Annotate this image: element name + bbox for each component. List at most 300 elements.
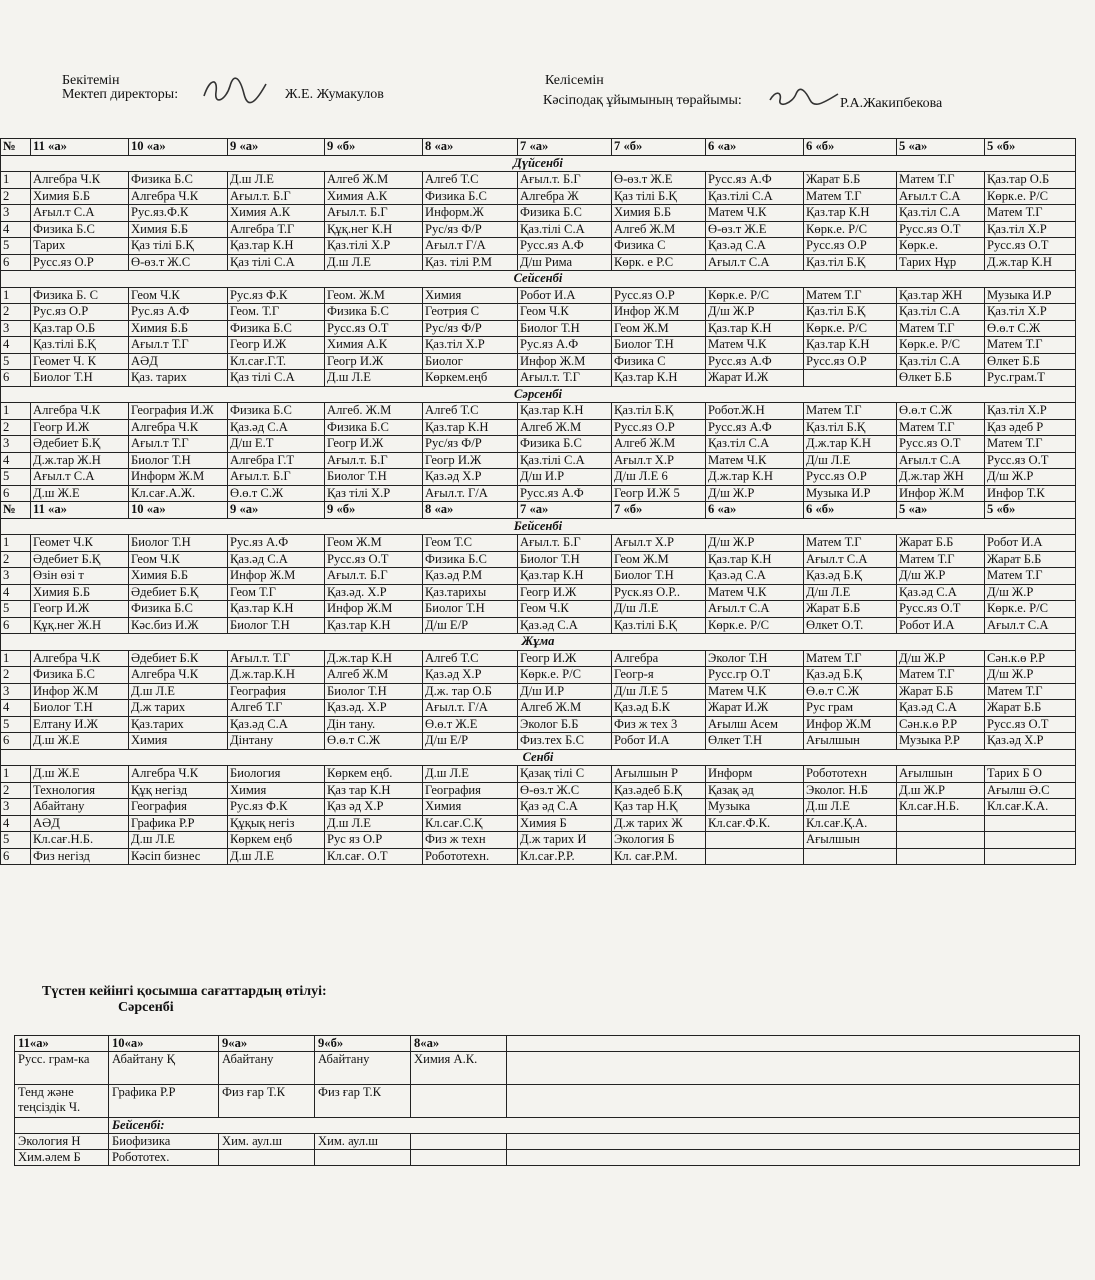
lesson-cell: Музыка Р.Р xyxy=(897,733,985,750)
lesson-cell: Ағыл.т С.А xyxy=(706,601,804,618)
lesson-cell: Д/ш Л.Е 5 xyxy=(612,683,706,700)
lesson-cell: Матем Т.Г xyxy=(804,535,897,552)
extra-cell: Экология Н xyxy=(15,1134,109,1150)
lesson-cell: Қаз.тілі С.А xyxy=(706,188,804,205)
lesson-cell: Қаз.тіл Б.Қ xyxy=(612,403,706,420)
extra-day-wednesday: Сәрсенбі xyxy=(118,1000,174,1015)
schedule-header-row xyxy=(1,139,1076,156)
lesson-cell: Қаз.тілі С.А xyxy=(518,452,612,469)
lesson-cell: Д/ш И.Р xyxy=(518,469,612,486)
class-header: 7 «а» xyxy=(518,139,612,156)
lesson-cell: Ағыл.т. Т.Г xyxy=(518,370,612,387)
lesson-cell: Қаз әд Х.Р xyxy=(325,799,423,816)
lesson-cell: Химия А.К xyxy=(325,188,423,205)
lesson-cell: Қаз тілі Х.Р xyxy=(325,485,423,502)
lesson-cell: Химия Б.Б xyxy=(31,188,129,205)
lesson-cell: Қаз тілі С.А xyxy=(228,370,325,387)
lesson-cell: Өзін өзі т xyxy=(31,568,129,585)
class-header: 11 «а» xyxy=(31,139,129,156)
class-header: 9 «а» xyxy=(228,139,325,156)
lesson-cell: Көркем еңб xyxy=(228,832,325,849)
lesson-cell: Биолог Т.Н xyxy=(129,452,228,469)
lesson-row xyxy=(1,370,1076,387)
lesson-cell: Д.ш Л.Е xyxy=(129,832,228,849)
lesson-cell: Қаз.әд С.А xyxy=(228,419,325,436)
lesson-cell: Д/ш Ж.Р xyxy=(706,304,804,321)
lesson-cell: Ө.ө.т С.Ж xyxy=(325,733,423,750)
lesson-cell: Қазақ әд xyxy=(706,782,804,799)
day-row xyxy=(1,749,1076,766)
lesson-cell: Ағылшын Р xyxy=(612,766,706,783)
lesson-cell: Қаз тілі Б.Қ xyxy=(612,188,706,205)
lesson-cell: Д.ж. тар О.Б xyxy=(423,683,518,700)
lesson-number: 2 xyxy=(1,782,31,799)
lesson-row xyxy=(1,320,1076,337)
lesson-cell: Геогр И.Ж xyxy=(325,436,423,453)
class-header: 5 «б» xyxy=(985,139,1076,156)
lesson-row xyxy=(1,353,1076,370)
lesson-cell: Көркем еңб. xyxy=(325,766,423,783)
lesson-cell: Қаз.тар К.Н xyxy=(706,320,804,337)
lesson-cell: Русс.яз А.Ф xyxy=(706,353,804,370)
lesson-cell: Көрк.е. Р/С xyxy=(706,287,804,304)
lesson-cell: Биолог Т.Н xyxy=(31,700,129,717)
lesson-cell xyxy=(897,848,985,865)
lesson-cell: Өлкет О.Т. xyxy=(804,617,897,634)
lesson-cell: Ағыл.т. Б.Г xyxy=(518,172,612,189)
lesson-row xyxy=(1,535,1076,552)
lesson-cell: Экология Б xyxy=(612,832,706,849)
lesson-cell: Биолог Т.Н xyxy=(31,370,129,387)
lesson-row xyxy=(1,238,1076,255)
schedule-table xyxy=(0,138,1076,865)
lesson-cell: Д/ш Л.Е 6 xyxy=(612,469,706,486)
lesson-cell: Физика Б.С xyxy=(325,419,423,436)
lesson-number: 1 xyxy=(1,172,31,189)
lesson-cell: Ө.ө.т С.Ж xyxy=(985,320,1076,337)
union-label: Кәсіподақ ұйымының төрайымы: xyxy=(543,93,742,108)
lesson-cell: Д/ш Ж.Р xyxy=(706,485,804,502)
lesson-cell: Русс.яз О.Р xyxy=(31,254,129,271)
lesson-cell: Химия xyxy=(423,799,518,816)
lesson-cell: Жарат Б.Б xyxy=(804,172,897,189)
lesson-number: 2 xyxy=(1,667,31,684)
day-name: Сенбі xyxy=(1,749,1076,766)
lesson-cell: Қаз.әдеб Б.Қ xyxy=(612,782,706,799)
lesson-cell: Ағыл.т Х.Р xyxy=(612,535,706,552)
lesson-cell: Ағыл.т Т.Г xyxy=(129,337,228,354)
lesson-cell: Тарих Нұр xyxy=(897,254,985,271)
lesson-row xyxy=(1,254,1076,271)
lesson-cell: АӘД xyxy=(129,353,228,370)
lesson-cell: Сән.к.ө Р.Р xyxy=(897,716,985,733)
lesson-cell: Химия Б xyxy=(518,815,612,832)
lesson-cell: Русс.яз О.Р xyxy=(612,419,706,436)
lesson-cell: Қаз.тіл Б.Қ xyxy=(804,254,897,271)
lesson-cell: Қаз.тар К.Н xyxy=(612,370,706,387)
lesson-cell: Ө-өз.т Ж.С xyxy=(518,782,612,799)
lesson-cell: Алгебра Т.Г xyxy=(228,221,325,238)
extra-cell: Графика Р.Р xyxy=(109,1085,219,1118)
lesson-cell: Д.ш Ж.Р xyxy=(897,782,985,799)
lesson-cell: Геом Т.Г xyxy=(228,584,325,601)
lesson-number: 4 xyxy=(1,452,31,469)
lesson-cell: Д.ж.тар Ж.Н xyxy=(31,452,129,469)
lesson-cell: Химия А.К xyxy=(325,337,423,354)
lesson-cell: Робототехн. xyxy=(423,848,518,865)
lesson-cell: Д/ш Л.Е xyxy=(804,584,897,601)
class-header: 8 «а» xyxy=(423,502,518,519)
lesson-number: 5 xyxy=(1,601,31,618)
lesson-cell: Биолог Т.Н xyxy=(129,535,228,552)
lesson-cell: Ағыл.т С.А xyxy=(31,205,129,222)
lesson-cell: Ағыл.т. Г/А xyxy=(423,485,518,502)
lesson-number: 3 xyxy=(1,568,31,585)
lesson-cell: Алгебра Ч.К xyxy=(31,172,129,189)
extra-cell: Физ ғар Т.К xyxy=(219,1085,315,1118)
lesson-cell: Әдебиет Б.К xyxy=(129,650,228,667)
lesson-number: 3 xyxy=(1,799,31,816)
lesson-cell: Ө.ө.т С.Ж xyxy=(897,403,985,420)
lesson-cell: Матем Т.Г xyxy=(804,650,897,667)
lesson-cell: Қаз.әд Р.М xyxy=(423,568,518,585)
lesson-cell: Тарих Б О xyxy=(985,766,1076,783)
lesson-number: 1 xyxy=(1,766,31,783)
lesson-cell: Қаз тілі С.А xyxy=(228,254,325,271)
lesson-cell: Д/ш Ж.Р xyxy=(897,650,985,667)
lesson-cell: Матем Т.Г xyxy=(897,667,985,684)
lesson-cell xyxy=(706,832,804,849)
approve-label: Бекітемін xyxy=(62,73,120,88)
lesson-cell: Кл.сағ.Н.Б. xyxy=(897,799,985,816)
lesson-cell: Рус грам xyxy=(804,700,897,717)
lesson-cell: География xyxy=(423,782,518,799)
lesson-cell: Геомет Ч.К xyxy=(31,535,129,552)
lesson-cell: Сән.к.ө Р.Р xyxy=(985,650,1076,667)
lesson-cell: Ағыл.т Т.Г xyxy=(129,436,228,453)
lesson-cell: Эколог Б.Б xyxy=(518,716,612,733)
lesson-cell: Ағыл.т. Б.Г xyxy=(228,469,325,486)
extra-blank xyxy=(507,1085,1080,1118)
extra-cell: Хим.әлем Б xyxy=(15,1150,109,1166)
lesson-cell: Алгебра Ч.К xyxy=(129,419,228,436)
lesson-cell: Русс.яз А.Ф xyxy=(518,485,612,502)
lesson-cell: Құқ.нег Ж.Н xyxy=(31,617,129,634)
lesson-cell: Матем Т.Г xyxy=(804,287,897,304)
lesson-cell: Қаз әдеб Р xyxy=(985,419,1076,436)
day-name: Дүйсенбі xyxy=(1,155,1076,172)
extra-title: Түстен кейінгі қосымша сағаттардың өтілуі: xyxy=(42,984,327,999)
class-header: 7 «б» xyxy=(612,139,706,156)
lesson-cell: Руск.яз О.Р.. xyxy=(612,584,706,601)
lesson-cell: Д.ж тарих xyxy=(129,700,228,717)
lesson-cell: Жарат Б.Б xyxy=(985,700,1076,717)
lesson-cell: Д/ш Е/Р xyxy=(423,733,518,750)
day-name: Сейсенбі xyxy=(1,271,1076,288)
lesson-cell: Д.ж.тар ЖН xyxy=(897,469,985,486)
lesson-cell: Елтану И.Ж xyxy=(31,716,129,733)
lesson-cell: Информ Ж.М xyxy=(129,469,228,486)
lesson-number: 4 xyxy=(1,584,31,601)
lesson-cell: Қаз тар Н.Қ xyxy=(612,799,706,816)
lesson-row xyxy=(1,205,1076,222)
lesson-cell: Д/ш Ж.Р xyxy=(985,469,1076,486)
lesson-cell: Кәсіп бизнес xyxy=(129,848,228,865)
lesson-number: 1 xyxy=(1,535,31,552)
lesson-cell: Қаз.тар К.Н xyxy=(706,551,804,568)
lesson-row xyxy=(1,584,1076,601)
lesson-cell: Қаз.тар К.Н xyxy=(228,238,325,255)
lesson-cell: Қаз.тіл С.А xyxy=(897,304,985,321)
lesson-number: 5 xyxy=(1,353,31,370)
lesson-cell: Ағылшын xyxy=(897,766,985,783)
lesson-row xyxy=(1,485,1076,502)
lesson-cell: Физика Б.С xyxy=(31,221,129,238)
lesson-cell: Д.ш Л.Е xyxy=(228,848,325,865)
lesson-cell: Ағыл.т Г/А xyxy=(423,238,518,255)
lesson-cell: Биология xyxy=(228,766,325,783)
lesson-cell: Көрк.е. xyxy=(897,238,985,255)
lesson-cell: Д.ш Л.Е xyxy=(129,683,228,700)
day-row xyxy=(1,634,1076,651)
lesson-cell: Геом Ч.К xyxy=(518,304,612,321)
extra-cell: Биофизика xyxy=(109,1134,219,1150)
lesson-cell: Русс.яз О.Т xyxy=(985,452,1076,469)
lesson-cell: Эколог Т.Н xyxy=(706,650,804,667)
lesson-cell: Геом. Т.Г xyxy=(228,304,325,321)
class-header: 10 «а» xyxy=(129,139,228,156)
lesson-number: 5 xyxy=(1,716,31,733)
lesson-cell: Информ xyxy=(706,766,804,783)
lesson-cell: Қаз.әд Б.Қ xyxy=(804,667,897,684)
lesson-cell: Қаз.әд С.А xyxy=(897,700,985,717)
lesson-cell: Қаз.тар К.Н xyxy=(518,568,612,585)
lesson-cell: Қаз.тар К.Н xyxy=(325,617,423,634)
lesson-cell: Геогр И.Ж xyxy=(325,353,423,370)
lesson-cell: Алгеб Т.С xyxy=(423,403,518,420)
lesson-row xyxy=(1,568,1076,585)
lesson-cell: Алгебра Г.Т xyxy=(228,452,325,469)
extra-class-header: 9«а» xyxy=(219,1036,315,1052)
lesson-cell: Инфор Ж.М xyxy=(612,304,706,321)
lesson-row xyxy=(1,188,1076,205)
lesson-cell: Д.ж.тар К.Н xyxy=(325,650,423,667)
lesson-cell: Геом Ч.К xyxy=(518,601,612,618)
lesson-number: 4 xyxy=(1,221,31,238)
lesson-cell: Ағылш Ә.С xyxy=(985,782,1076,799)
lesson-cell: Матем Т.Г xyxy=(897,419,985,436)
lesson-cell: Матем Т.Г xyxy=(804,403,897,420)
lesson-cell: Қаз.әд С.А xyxy=(897,584,985,601)
lesson-cell: Қаз.әд С.А xyxy=(228,716,325,733)
lesson-number: 4 xyxy=(1,337,31,354)
lesson-cell: Көрк.е. Р/С xyxy=(706,617,804,634)
lesson-cell: Д.ж.тар К.Н xyxy=(706,469,804,486)
lesson-row xyxy=(1,419,1076,436)
director-label: Мектеп директоры: xyxy=(62,87,179,102)
lesson-cell: Қаз.тіл С.А xyxy=(897,205,985,222)
lesson-row xyxy=(1,733,1076,750)
extra-cell xyxy=(411,1150,507,1166)
lesson-cell: Қаз.тілі Б.Қ xyxy=(612,617,706,634)
lesson-cell: Кл.сағ.Ф.К. xyxy=(706,815,804,832)
lesson-cell: Робототехн xyxy=(804,766,897,783)
lesson-cell: Рус яз О.Р xyxy=(325,832,423,849)
lesson-cell: Әдебиет Б.Қ xyxy=(31,551,129,568)
lesson-cell: Ағыл.т. Б.Г xyxy=(325,205,423,222)
lesson-number: 4 xyxy=(1,815,31,832)
lesson-cell: Ағыл.т. Б.Г xyxy=(325,452,423,469)
lesson-cell: География xyxy=(129,799,228,816)
lesson-cell: Көркем.еңб xyxy=(423,370,518,387)
lesson-cell: Д/ш Л.Е xyxy=(612,601,706,618)
lesson-cell: Өлкет Т.Н xyxy=(706,733,804,750)
lesson-cell: Русс.яз О.Р xyxy=(804,353,897,370)
lesson-cell: Геом Ч.К xyxy=(129,551,228,568)
lesson-cell: Физика Б.С xyxy=(31,667,129,684)
lesson-cell: Кл.сағ.С.Қ xyxy=(423,815,518,832)
lesson-cell: Биолог Т.Н xyxy=(228,617,325,634)
extra-table xyxy=(14,1035,1080,1166)
extra-cell: Русс. грам-ка xyxy=(15,1052,109,1085)
lesson-cell: Ө.ө.т Ж.Е xyxy=(423,716,518,733)
lesson-cell: Жарат Б.Б xyxy=(897,683,985,700)
lesson-cell: Музыка xyxy=(706,799,804,816)
extra-cell: Хим. аул.ш xyxy=(219,1134,315,1150)
lesson-cell: Д.ш Л.Е xyxy=(325,370,423,387)
lesson-cell: Қаз.тарих xyxy=(129,716,228,733)
lesson-row xyxy=(1,452,1076,469)
class-header: № xyxy=(1,139,31,156)
lesson-cell: Геогр И.Ж xyxy=(31,419,129,436)
lesson-cell: Қаз.әд С.А xyxy=(706,568,804,585)
lesson-cell: Кл.сағ.А.Ж. xyxy=(129,485,228,502)
lesson-cell: Геом Ж.М xyxy=(612,551,706,568)
lesson-number: 5 xyxy=(1,832,31,849)
lesson-cell: Қаз.тілі Б.Қ xyxy=(31,337,129,354)
lesson-cell: Физика Б.С xyxy=(129,601,228,618)
extra-cell: Абайтану xyxy=(219,1052,315,1085)
extra-class-header: 10«а» xyxy=(109,1036,219,1052)
lesson-cell: Алгеб Ж.М xyxy=(518,700,612,717)
lesson-cell: Қаз.тіл Б.Қ xyxy=(804,304,897,321)
lesson-cell: Эколог. Н.Б xyxy=(804,782,897,799)
lesson-cell xyxy=(985,815,1076,832)
lesson-row xyxy=(1,766,1076,783)
lesson-cell: Матем Т.Г xyxy=(804,188,897,205)
extra-day-thursday: Бейсенбі: xyxy=(109,1118,1080,1134)
lesson-row xyxy=(1,799,1076,816)
lesson-cell: Физ ж техн xyxy=(423,832,518,849)
lesson-cell: Ағылшын xyxy=(804,832,897,849)
lesson-cell: Ө-өз.т Ж.Е xyxy=(706,221,804,238)
lesson-cell: Кл.сағ.Қ.А. xyxy=(804,815,897,832)
lesson-cell: Робот И.А xyxy=(612,733,706,750)
lesson-row xyxy=(1,469,1076,486)
lesson-cell: Д.ш Ж.Е xyxy=(31,485,129,502)
lesson-cell: Құқ.нег К.Н xyxy=(325,221,423,238)
lesson-cell: Қаз.әд С.А xyxy=(228,551,325,568)
lesson-cell: Құқ негізд xyxy=(129,782,228,799)
lesson-row xyxy=(1,403,1076,420)
lesson-cell: Ағылшын xyxy=(804,733,897,750)
lesson-number: 3 xyxy=(1,436,31,453)
lesson-cell: Рус.грам.Т xyxy=(985,370,1076,387)
lesson-number: 1 xyxy=(1,650,31,667)
lesson-cell: Графика Р.Р xyxy=(129,815,228,832)
class-header: 8 «а» xyxy=(423,139,518,156)
lesson-cell: Қаз.әд. Х.Р xyxy=(325,584,423,601)
lesson-cell: Д/ш Ж.Р xyxy=(985,584,1076,601)
lesson-row xyxy=(1,700,1076,717)
class-header: № xyxy=(1,502,31,519)
lesson-cell: Ағыл.т С.А xyxy=(31,469,129,486)
lesson-cell: Қаз. тарих xyxy=(129,370,228,387)
lesson-cell: Алгеб Ж.М xyxy=(325,667,423,684)
extra-row xyxy=(15,1085,1080,1118)
lesson-cell: Қаз.тіл Х.Р xyxy=(985,221,1076,238)
lesson-cell: Ағыл.т. Б.Г xyxy=(228,188,325,205)
lesson-cell: Химия Б.Б xyxy=(612,205,706,222)
lesson-cell: Матем Т.Г xyxy=(985,205,1076,222)
extra-cell: Абайтану Қ xyxy=(109,1052,219,1085)
lesson-cell: Кл.сағ.Р.Р. xyxy=(518,848,612,865)
lesson-cell: Алгебра Ч.К xyxy=(129,667,228,684)
extra-day-row xyxy=(15,1118,1080,1134)
lesson-cell: Д/ш Е.Т xyxy=(228,436,325,453)
lesson-cell: Ағыл.т. Г/А xyxy=(423,700,518,717)
lesson-cell: Химия А.К xyxy=(228,205,325,222)
lesson-cell: Алгеб Ж.М xyxy=(325,172,423,189)
lesson-cell: Русс.гр О.Т xyxy=(706,667,804,684)
lesson-row xyxy=(1,650,1076,667)
lesson-cell: Физ ж тех 3 xyxy=(612,716,706,733)
lesson-cell: Ағыл.т С.А xyxy=(804,551,897,568)
extra-cell xyxy=(315,1150,411,1166)
lesson-cell: Көрк.е. Р/С xyxy=(518,667,612,684)
lesson-cell: Ағыл.т С.А xyxy=(897,188,985,205)
lesson-cell: Қаз.тіл С.А xyxy=(897,353,985,370)
lesson-cell: Қаз тілі Б.Қ xyxy=(129,238,228,255)
lesson-cell: Қаз.әд С.А xyxy=(518,617,612,634)
lesson-cell: Матем Ч.К xyxy=(706,337,804,354)
lesson-cell: Алгебра Ч.К xyxy=(31,650,129,667)
lesson-cell: Д.ж.тар К.Н xyxy=(804,436,897,453)
class-header: 9 «а» xyxy=(228,502,325,519)
lesson-cell: Биолог Т.Н xyxy=(325,683,423,700)
lesson-cell: Ағыл.т С.А xyxy=(897,452,985,469)
lesson-number: 2 xyxy=(1,304,31,321)
lesson-cell: Көрк.е. Р/С xyxy=(985,601,1076,618)
lesson-cell: Химия xyxy=(129,733,228,750)
lesson-cell: Рус/яз Ф/Р xyxy=(423,436,518,453)
lesson-cell: Химия xyxy=(228,782,325,799)
lesson-cell: Көрк.е. Р/С xyxy=(804,221,897,238)
lesson-number: 1 xyxy=(1,403,31,420)
lesson-cell: Физика С xyxy=(612,353,706,370)
lesson-cell: АӘД xyxy=(31,815,129,832)
lesson-cell: Физика Б.С xyxy=(518,436,612,453)
lesson-cell xyxy=(897,815,985,832)
lesson-cell: Матем Ч.К xyxy=(706,205,804,222)
lesson-cell: Алгебра Ч.К xyxy=(129,188,228,205)
lesson-cell: Әдебиет Б.Қ xyxy=(31,436,129,453)
lesson-cell: Қаз әд С.А xyxy=(518,799,612,816)
lesson-cell: Қаз.әд. Х.Р xyxy=(325,700,423,717)
lesson-cell: Технология xyxy=(31,782,129,799)
lesson-cell xyxy=(804,370,897,387)
lesson-cell: Д/ш Л.Е xyxy=(804,452,897,469)
